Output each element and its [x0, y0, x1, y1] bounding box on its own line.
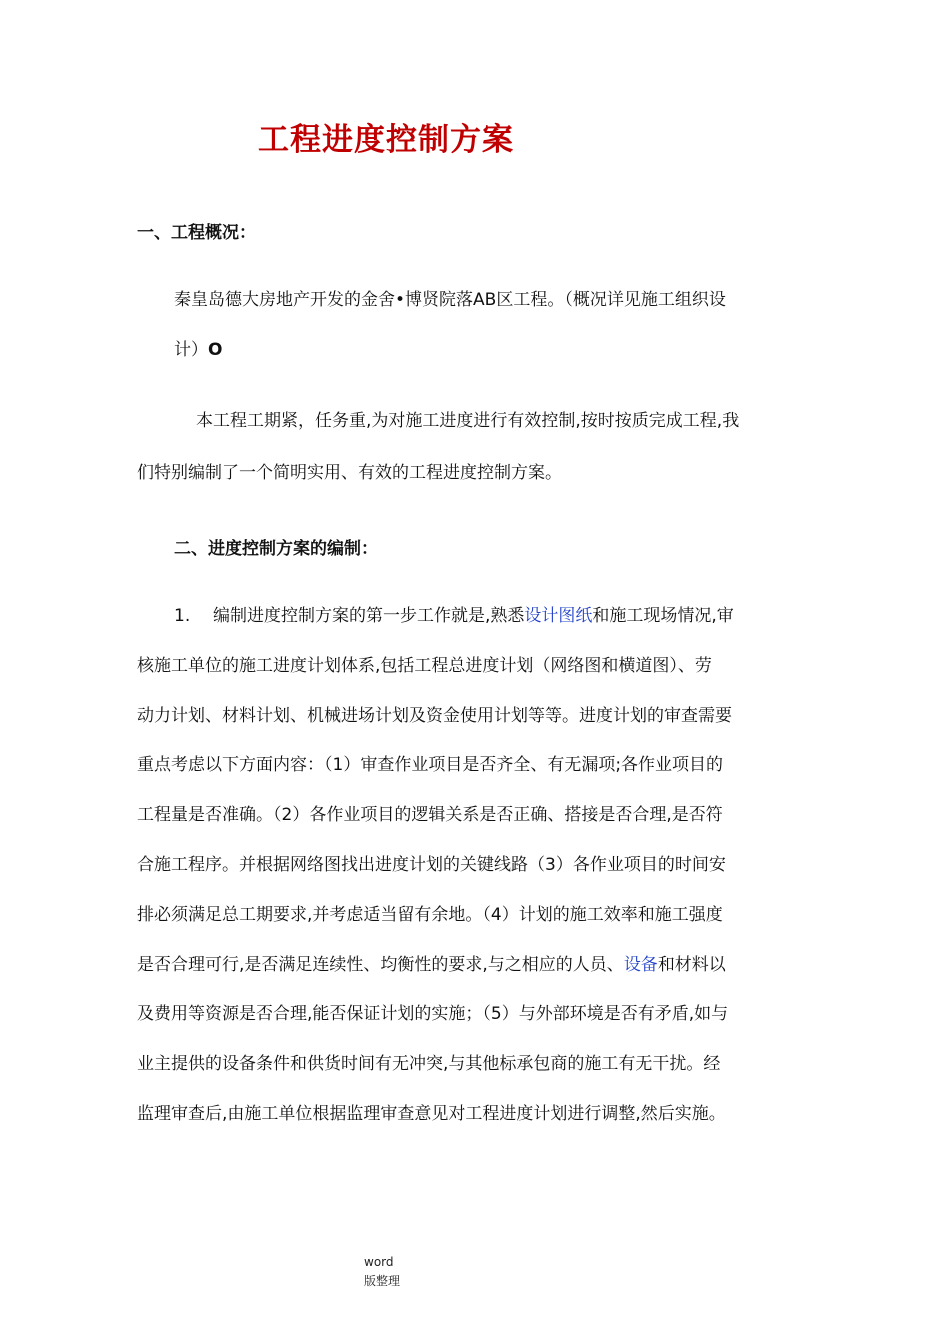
footer-word: word — [364, 1255, 394, 1269]
footer-organized: 版整理 — [364, 1274, 401, 1288]
paragraph-2-line-1: 本工程工期紧，任务重,为对施工进度进行有效控制,按时按质完成工程,我 — [196, 411, 740, 431]
paragraph-1-line-2-mark: O — [208, 340, 223, 360]
paragraph-1-line-1: 秦皇岛德大房地产开发的金舍•博贤院落AB区工程。（概况详见施工组织设 — [174, 290, 726, 310]
item-1-line-8-text-b: 和材料以 — [657, 955, 726, 975]
design-drawings-link[interactable]: 设计图纸 — [524, 606, 593, 626]
item-1-number: 1. — [174, 606, 191, 626]
item-1-line-8-text-a: 是否合理可行,是否满足连续性、均衡性的要求,与之相应的人员、 — [137, 955, 624, 975]
item-1-line-6: 合施工程序。并根据网络图找出进度计划的关键线路（3）各作业项目的时间安 — [137, 855, 726, 875]
item-1-line-2: 核施工单位的施工进度计划体系,包括工程总进度计划（网络图和横道图）、劳 — [137, 656, 712, 676]
item-1-line-8 — [137, 953, 726, 977]
paragraph-2-line-2: 们特别编制了一个简明实用、有效的工程进度控制方案。 — [137, 463, 562, 483]
section-1-heading: 一、工程概况： — [137, 223, 256, 243]
item-1-line-9: 及费用等资源是否合理,能否保证计划的实施；（5）与外部环境是否有矛盾,如与 — [137, 1004, 729, 1024]
paragraph-1-line-2 — [174, 338, 222, 362]
paragraph-1-line-2-text: 计） — [174, 340, 208, 360]
item-1-line-1-text-b: 和施工现场情况,审 — [592, 606, 734, 626]
item-1-line-1-text-a: 编制进度控制方案的第一步工作就是,熟悉 — [213, 606, 525, 626]
item-1-line-10: 业主提供的设备条件和供货时间有无冲突,与其他标承包商的施工有无干扰。经 — [137, 1054, 721, 1074]
section-2-heading: 二、进度控制方案的编制： — [174, 539, 378, 559]
item-1-line-7: 排必须满足总工期要求,并考虑适当留有余地。（4）计划的施工效率和施工强度 — [137, 905, 723, 925]
item-1-line-3: 动力计划、材料计划、机械进场计划及资金使用计划等等。进度计划的审查需要 — [137, 706, 732, 726]
item-1-line-1 — [213, 604, 734, 628]
item-1-line-4: 重点考虑以下方面内容：（1）审查作业项目是否齐全、有无漏项;各作业项目的 — [137, 755, 724, 775]
equipment-link[interactable]: 设备 — [623, 955, 658, 975]
item-1-line-11: 监理审查后,由施工单位根据监理审查意见对工程进度计划进行调整,然后实施。 — [137, 1104, 726, 1124]
item-1-line-5: 工程量是否准确。（2）各作业项目的逻辑关系是否正确、搭接是否合理,是否符 — [137, 805, 723, 825]
page-title: 工程进度控制方案 — [258, 122, 514, 158]
